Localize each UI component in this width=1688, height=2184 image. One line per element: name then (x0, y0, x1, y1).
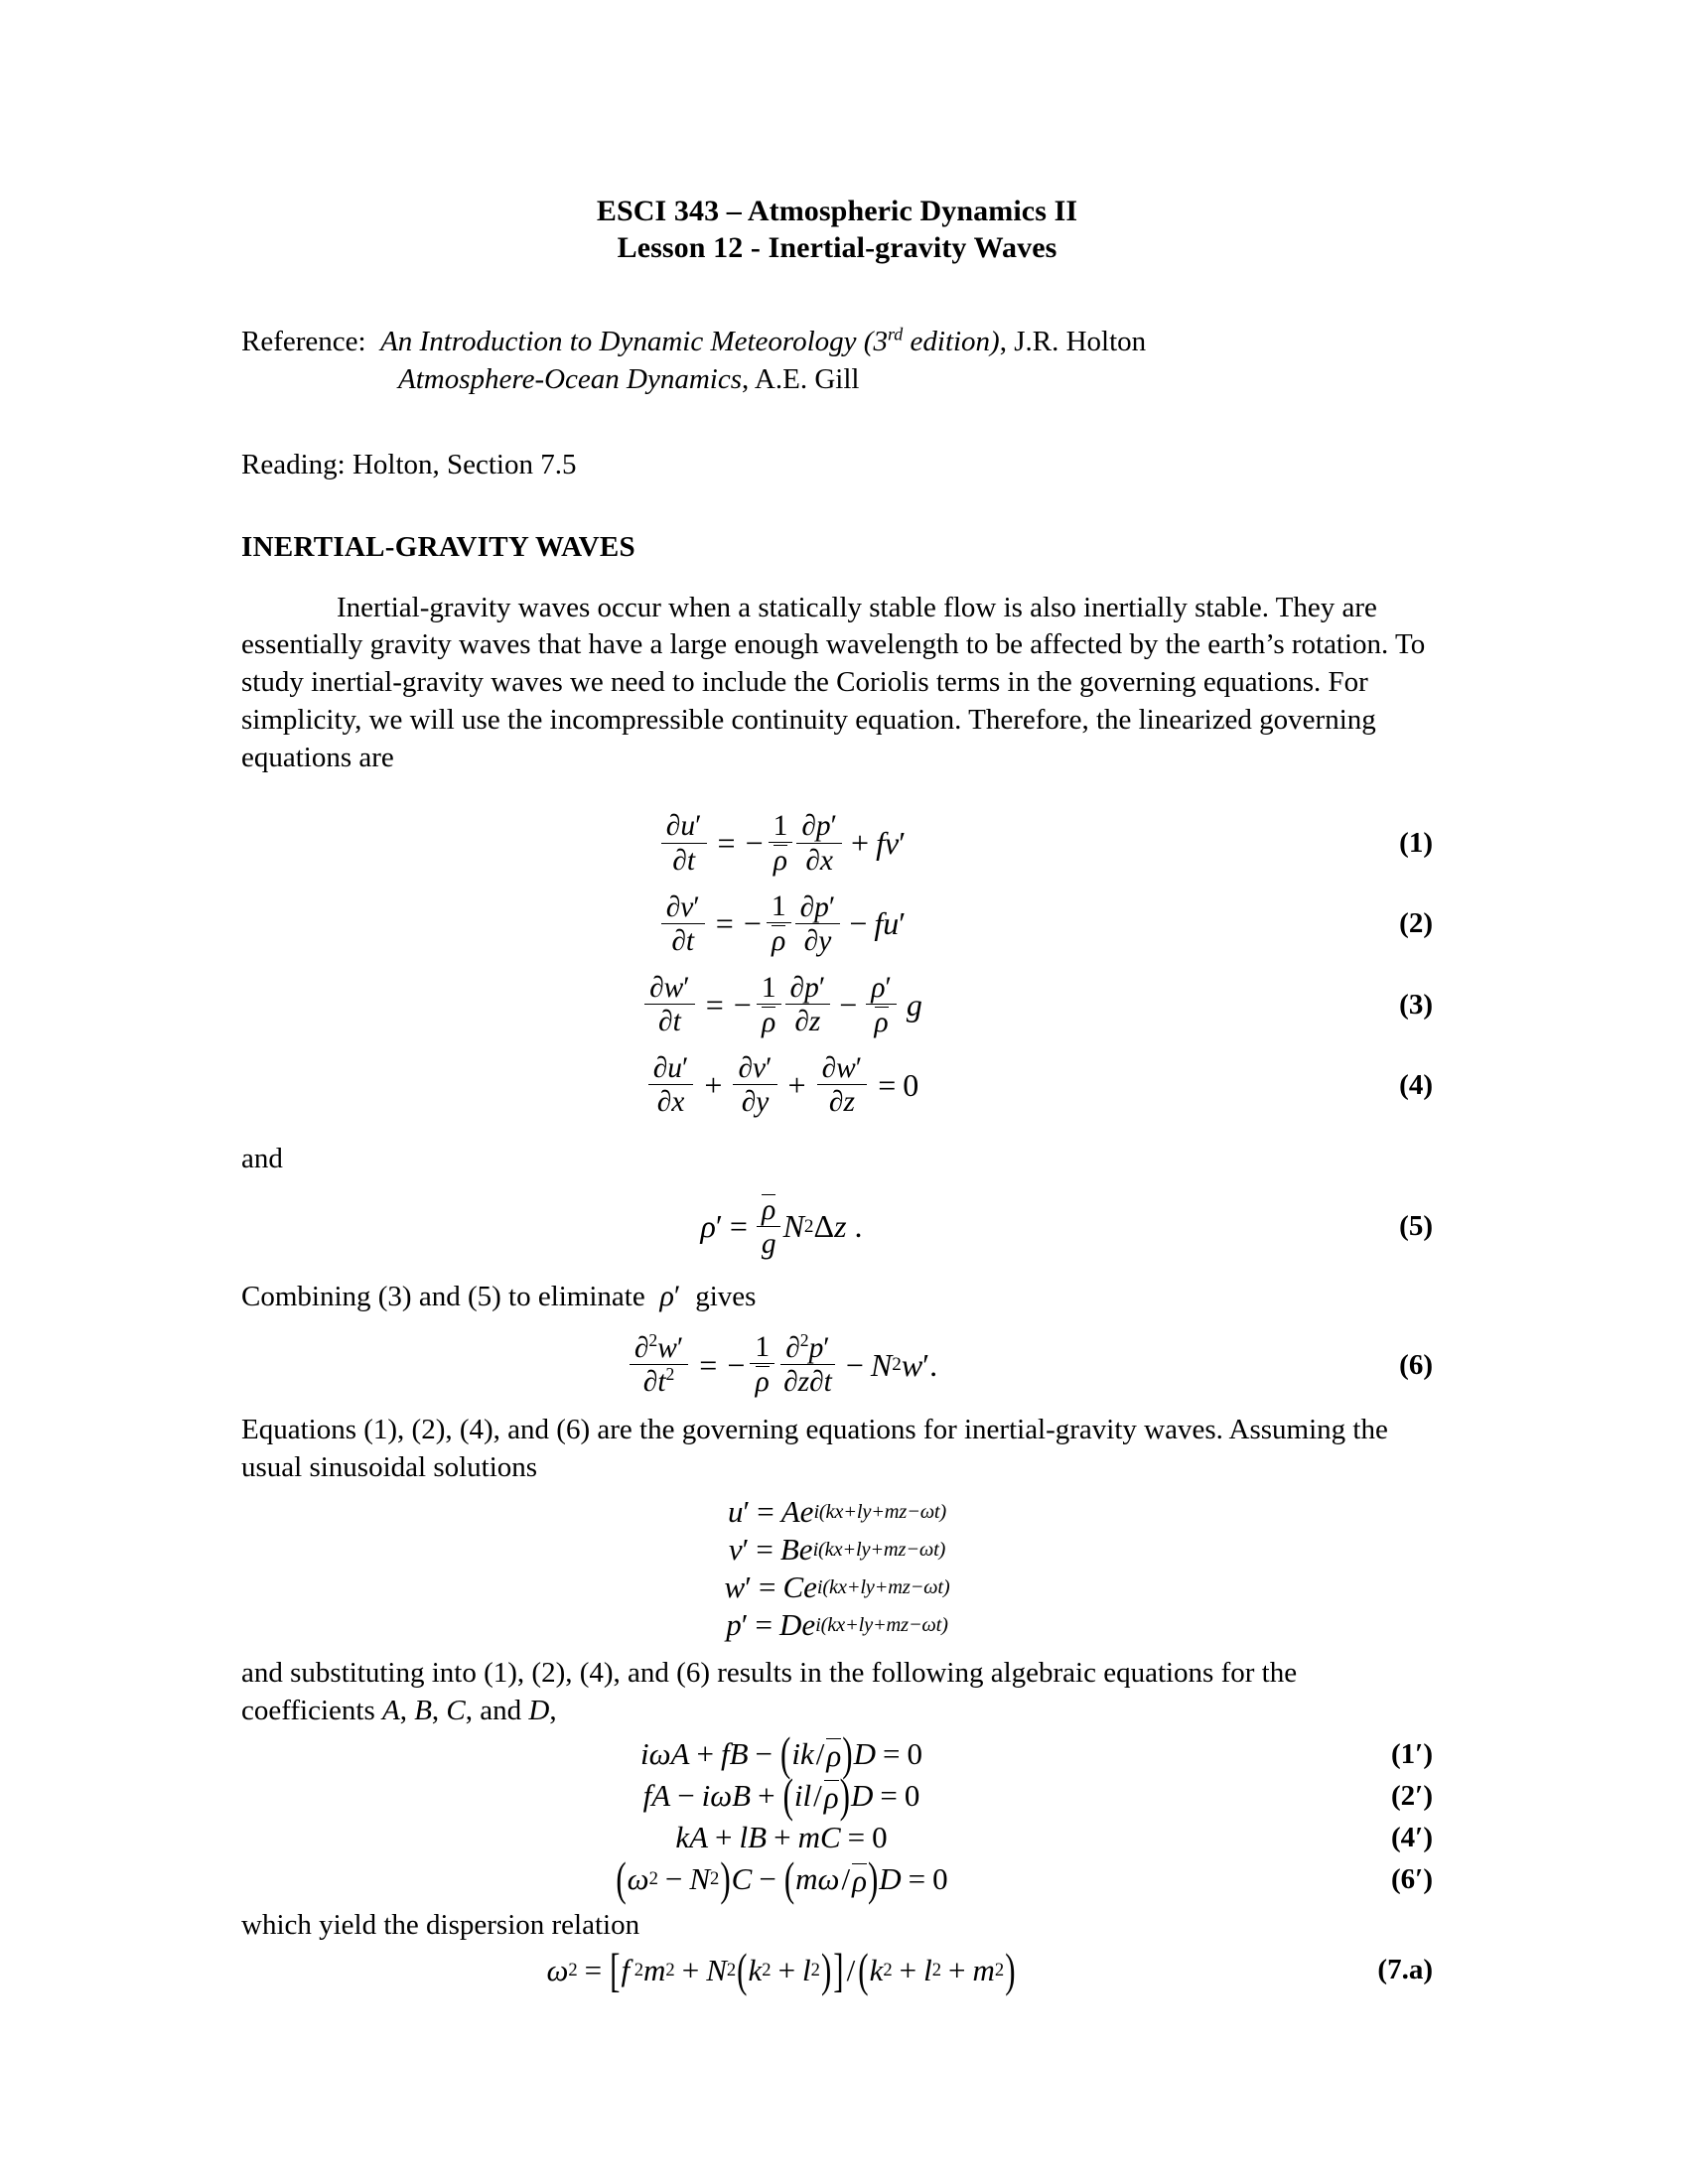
equation-3-math: $\frac{\partial w'}{\partial t}$ = − $\frac{1}{\rho}$ $\frac{\partial p'}{\partial z}$ − $\frac{\rho'}{\rho}$ g (640, 973, 922, 1037)
equation-6-row (241, 1332, 1433, 1397)
equation-4-math: $\frac{\partial u'}{\partial x}$ + $\frac{\partial v'}{\partial y}$ + $\frac{\partial w'}{\partial z}$ = 0 (644, 1053, 919, 1117)
equation-2-body (241, 891, 1322, 956)
reference-book-1-tail: edition) (903, 326, 1000, 358)
equation-6p-number: (6′) (1391, 1862, 1433, 1895)
reference-line-2 (241, 361, 1433, 399)
reference-book-1-title: An Introduction to Dynamic Meteorology (3 (380, 326, 888, 358)
equation-7a-body (241, 1943, 1322, 1997)
equation-6p-math: ( ω 2 − N 2 ) C − ( mω / ρ ) D = 0 (616, 1851, 948, 1906)
equation-1p-number: (1′) (1391, 1737, 1433, 1770)
equation-6-number: (6) (1399, 1348, 1433, 1381)
coefficient-D: D (528, 1695, 550, 1727)
coefficient-A: A (381, 1695, 400, 1727)
equation-6-math: $\frac{\partial^2w'}{\partial t^2}$ = − $\frac{1}{\rho}$ $\frac{\partial^2p'}{\partial z\partial t}$ − N 2 w ′ . (626, 1332, 937, 1397)
equation-3-body (241, 973, 1322, 1037)
paragraph-substituting (241, 1655, 1433, 1730)
solution-v-math: v ′ = Be i(kx+ly+mz−ωt) (728, 1532, 946, 1568)
equation-2p-number: (2′) (1391, 1779, 1433, 1812)
solution-w-math: w ′ = Ce i(kx+ly+mz−ωt) (724, 1570, 950, 1605)
equation-1-math: $\frac{\partial u'}{\partial t}$ = − $\frac{1}{\rho}$ $\frac{\partial p'}{\partial x}$ + fv ′ (657, 811, 906, 876)
paragraph-governing: Equations (1), (2), (4), and (6) are the governing equations for inertial-gravity waves. Assuming the usual sinusoidal solutions (241, 1413, 1388, 1483)
page-title (241, 194, 1433, 266)
equation-4p-body (241, 1820, 1322, 1855)
sinusoidal-solutions-block (241, 1494, 1433, 1643)
title-line-1: ESCI 343 – Atmospheric Dynamics II (596, 195, 1078, 227)
reference-book-2-title: Atmosphere-Ocean Dynamics (398, 362, 743, 395)
reading-line: Reading: Holton, Section 7.5 (241, 448, 577, 480)
solution-u-row (241, 1494, 1433, 1530)
equation-2p-body (241, 1768, 1322, 1823)
paragraph-intro-text: Inertial-gravity waves occur when a statically stable flow is also inertially stable. They are essentially gravity waves that have a large enough wavelength to be affected by the earth’s rotation. To study inertial-gravity waves we need to include the Coriolis terms in the governing equations. For simplicity, we will use the incompressible continuity equation. Therefore, the linearized governing equations are (241, 591, 1426, 773)
solution-u-math: u ′ = Ae i(kx+ly+mz−ωt) (727, 1494, 947, 1530)
equation-5-math: ρ ′ = $\frac{\rho}{g}$ N 2 Δ z . (700, 1194, 863, 1261)
equation-4p-row (241, 1820, 1433, 1855)
dispersion-relation-line: which yield the dispersion relation (241, 1909, 640, 1942)
solution-p-row (241, 1607, 1433, 1643)
reference-block (241, 324, 1433, 398)
equation-7a-math: ω 2 = [ f 2 m 2 + N 2 ( k 2 + l 2 ) ] / ( k 2 + l 2 + m 2 ) (546, 1943, 1016, 1997)
combining-rho-prime: ρ ′ (651, 1280, 681, 1313)
equation-1-body (241, 811, 1322, 876)
coefficient-B: B (414, 1695, 432, 1727)
equation-2-math: $\frac{\partial v'}{\partial t}$ = − $\frac{1}{\rho}$ $\frac{\partial p'}{\partial y}$ − fu ′ (657, 891, 907, 956)
equation-7a-row (241, 1943, 1433, 1997)
equation-4p-math: kA + lB + mC = 0 (675, 1820, 888, 1855)
reference-line-1 (241, 324, 1433, 361)
reference-book-2-author: , A.E. Gill (742, 362, 860, 395)
equation-1-row (241, 811, 1433, 876)
equation-1p-row (241, 1726, 1433, 1781)
equation-3-row (241, 973, 1433, 1037)
section-heading: INERTIAL-GRAVITY WAVES (241, 530, 635, 563)
solution-p-math: p ′ = De i(kx+ly+mz−ωt) (726, 1607, 948, 1643)
equation-4-body (241, 1053, 1322, 1117)
sep-1: , (399, 1695, 415, 1727)
paragraph-substituting-line1: and substituting into (1), (2), (4), and (6) results in the following algebraic equations for (241, 1657, 1255, 1690)
equation-5-row (241, 1194, 1433, 1259)
sep-2: , (431, 1695, 447, 1727)
title-line-2: Lesson 12 - Inertial-gravity Waves (617, 230, 1057, 264)
equation-2-number: (2) (1399, 907, 1433, 940)
equation-3-number: (3) (1399, 988, 1433, 1021)
equation-6p-row (241, 1851, 1433, 1906)
equation-1-number: (1) (1399, 827, 1433, 859)
equation-2-row (241, 891, 1433, 956)
coefficients-lead: the coefficients (241, 1657, 1298, 1727)
and-connector: and (241, 1143, 283, 1175)
equation-4-row (241, 1053, 1433, 1117)
equation-2p-row (241, 1768, 1433, 1823)
solution-v-row (241, 1532, 1433, 1568)
page-content (241, 194, 1433, 1997)
equation-1p-math: iωA + fB − ( ik / ρ ) D = 0 (640, 1726, 922, 1781)
sep-3: , and (465, 1695, 529, 1727)
reference-edition-ordinal: rd (887, 324, 904, 344)
equation-1p-body (241, 1726, 1322, 1781)
paragraph-intro (241, 590, 1433, 777)
reference-book-1-author: , J.R. Holton (999, 326, 1147, 358)
equation-4-number: (4) (1399, 1068, 1433, 1101)
equation-7a-number: (7.a) (1377, 1954, 1433, 1986)
equation-6-body (241, 1332, 1322, 1397)
equation-5-number: (5) (1399, 1210, 1433, 1243)
coefficient-C: C (446, 1695, 466, 1727)
equation-2p-math: fA − iωB + ( il / ρ ) D = 0 (642, 1768, 920, 1823)
sep-end: , (549, 1695, 557, 1727)
solution-w-row (241, 1570, 1433, 1605)
reference-label: Reference: (241, 326, 366, 358)
combining-tail: gives (695, 1281, 757, 1313)
equation-5-body (241, 1194, 1322, 1259)
combining-text: Combining (3) and (5) to eliminate (241, 1281, 645, 1313)
equation-4p-number: (4′) (1391, 1821, 1433, 1853)
combining-line (241, 1277, 1433, 1316)
equation-6p-body (241, 1851, 1322, 1906)
